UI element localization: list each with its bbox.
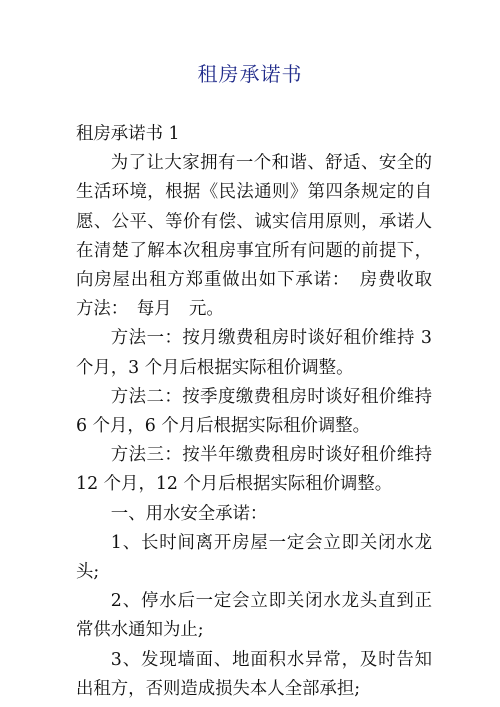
document-body xyxy=(76,120,432,704)
list-item-water-2: 2、停水后一定会立即关闭水龙头直到正常供水通知为止; xyxy=(76,591,432,641)
document-subtitle: 租房承诺书 1 xyxy=(76,124,180,144)
paragraph-method-3: 方法三：按半年缴费租房时谈好租价维持 12 个月，12 个月后根据实际租价调整。 xyxy=(76,445,432,495)
paragraph-intro: 为了让大家拥有一个和谐、舒适、安全的生活环境，根据《民法通则》第四条规定的自愿、公平、等价有偿、诚实信用原则，承诺人在清楚了解本次租房事宜所有问题的前提下，向房屋出租方郑重做出如下承诺： 房费收取方法： 每月 元。 xyxy=(76,153,432,320)
list-item-water-3: 3、发现墙面、地面积水异常，及时告知出租方，否则造成损失本人全部承担; xyxy=(76,649,432,699)
section-heading-water-safety: 一、用水安全承诺： xyxy=(110,503,268,524)
document-title: 租房承诺书 xyxy=(197,62,303,86)
paragraph-method-1: 方法一：按月缴费租房时谈好租价维持 3 个月，3 个月后根据实际租价调整。 xyxy=(76,328,432,378)
list-item-water-1: 1、长时间离开房屋一定会立即关闭水龙头; xyxy=(76,532,432,583)
paragraph-method-2: 方法二：按季度缴费租房时谈好租价维持 6 个月，6 个月后根据实际租价调整。 xyxy=(76,386,432,437)
